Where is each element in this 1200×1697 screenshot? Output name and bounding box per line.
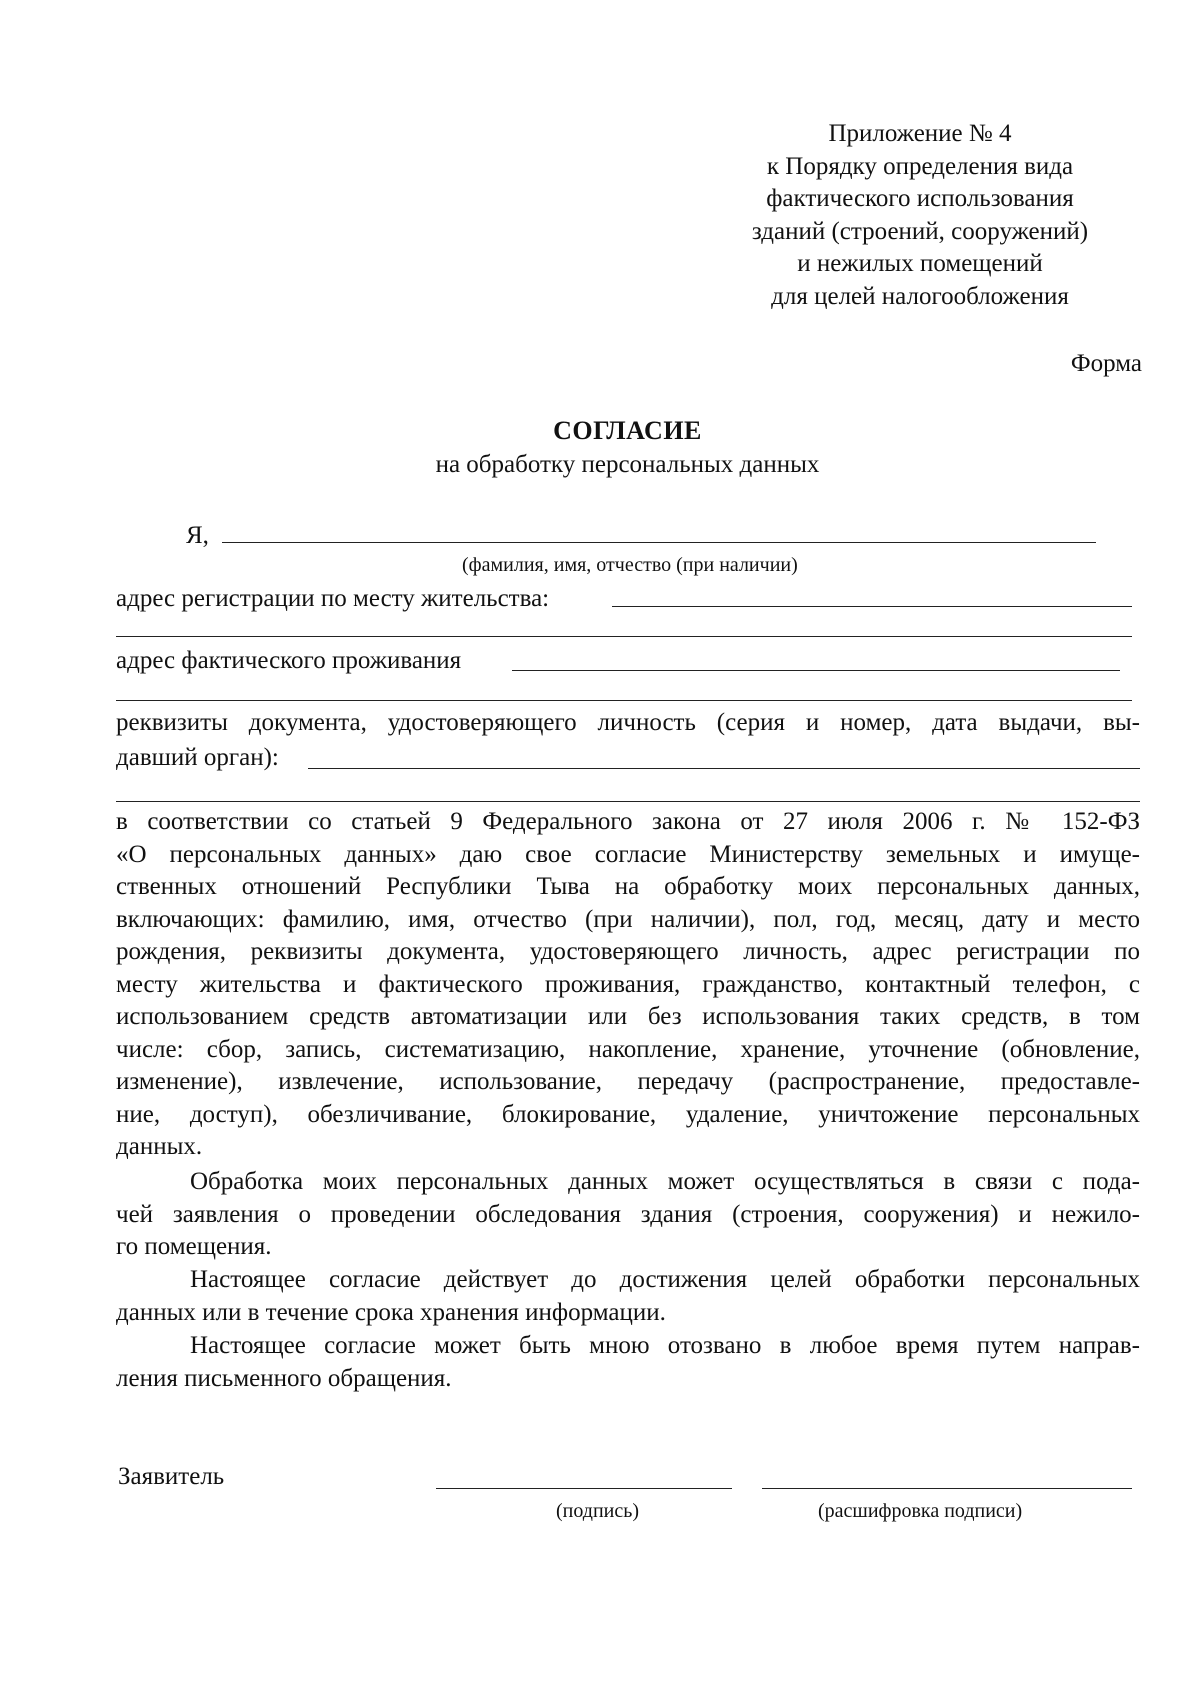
identity-document-line[interactable] [308, 768, 1140, 769]
appendix-line: и нежилых помещений [797, 250, 1043, 277]
paragraph-line: числе: сбор, запись, систематизацию, накопление, хранение, уточнение (обновление, [116, 1035, 1140, 1063]
document-title: СОГЛАСИЕ [553, 416, 702, 445]
paragraph-line: использованием средств автоматизации или без использования таких средств, в том [116, 1003, 1140, 1030]
signature-decoding-hint: (расшифровка подписи) [818, 1500, 1023, 1522]
actual-address-label: адрес фактического проживания [116, 647, 462, 674]
registration-address-line[interactable] [612, 606, 1132, 607]
paragraph-line: ние, доступ), обезличивание, блокирование, удаление, уничтожение персональных [116, 1100, 1140, 1128]
document-subtitle: на обработку персональных данных [435, 451, 820, 478]
paragraph-line: Обработка моих персональных данных может осуществляться в связи с пода- [190, 1168, 1140, 1195]
applicant-label: Заявитель [118, 1463, 225, 1490]
paragraph-line: данных. [116, 1133, 203, 1160]
consent-paragraph-4 [116, 1330, 1140, 1395]
consent-paragraph-1 [116, 806, 1140, 1164]
paragraph-line: Настоящее согласие действует до достижения целей обработки персональных [190, 1266, 1140, 1293]
paragraph-line: «О персональных данных» даю свое согласие Министерству земельных и имуще- [116, 840, 1140, 868]
form-label: Форма [1070, 350, 1142, 377]
identity-document-line-2[interactable] [116, 801, 1140, 802]
paragraph-line: рождения, реквизиты документа, удостоверяющего личность, адрес регистрации по [116, 938, 1140, 965]
appendix-line: зданий (строений, сооружений) [751, 217, 1089, 245]
consent-paragraph-3 [116, 1264, 1140, 1329]
identity-document-label-line1: реквизиты документа, удостоверяющего личность (серия и номер, дата выдачи, вы- [116, 709, 1140, 736]
registration-address-line-2[interactable] [116, 636, 1132, 637]
paragraph-line: го помещения. [116, 1233, 272, 1260]
paragraph-line: включающих: фамилию, имя, отчество (при наличии), пол, год, месяц, дату и место [116, 905, 1140, 933]
paragraph-line: в соответствии со статьей 9 Федерального закона от 27 июля 2006 г. № 152-ФЗ [116, 808, 1140, 835]
paragraph-line: ления письменного обращения. [116, 1364, 452, 1392]
paragraph-line: ственных отношений Республики Тыва на обработку моих персональных данных, [116, 873, 1140, 900]
registration-address-label: адрес регистрации по месту жительства: [116, 585, 550, 612]
appendix-line: фактического использования [766, 185, 1074, 212]
paragraph-line: месту жительства и фактического проживания, гражданство, контактный телефон, с [116, 970, 1140, 998]
signature-hint: (подпись) [556, 1500, 640, 1522]
appendix-header [700, 118, 1140, 313]
signature-decoding-line[interactable] [762, 1488, 1132, 1489]
name-field-line[interactable] [222, 542, 1096, 543]
identity-document-label-line2: давший орган): [116, 744, 279, 771]
consent-paragraph-2 [116, 1166, 1140, 1264]
paragraph-line: Настоящее согласие может быть мною отозвано в любое время путем направ- [190, 1332, 1140, 1359]
actual-address-line[interactable] [512, 670, 1120, 671]
paragraph-line: изменение), извлечение, использование, передачу (распространение, предоставле- [116, 1068, 1140, 1095]
paragraph-line: данных или в течение срока хранения информации. [116, 1298, 666, 1326]
name-prefix: Я, [186, 522, 209, 549]
actual-address-line-2[interactable] [116, 700, 1132, 701]
appendix-line: Приложение № 4 [828, 120, 1012, 147]
signature-line[interactable] [436, 1488, 732, 1489]
paragraph-line: чей заявления о проведении обследования здания (строения, сооружения) и нежило- [116, 1200, 1140, 1228]
name-hint: (фамилия, имя, отчество (при наличии) [462, 554, 798, 576]
appendix-line: для целей налогообложения [771, 282, 1069, 310]
appendix-line: к Порядку определения вида [766, 152, 1074, 180]
